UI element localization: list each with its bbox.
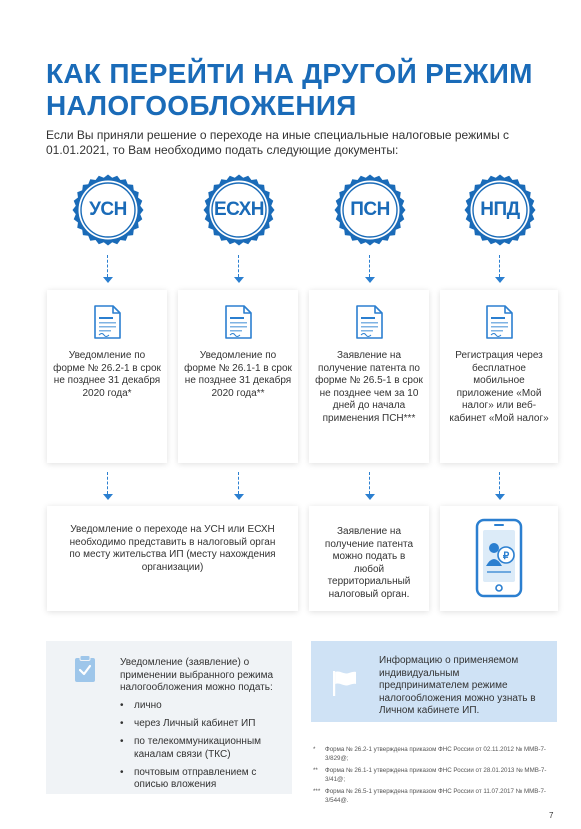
arrow-down-icon — [103, 255, 113, 283]
regime-info-box — [311, 641, 557, 722]
document-icon — [483, 304, 515, 340]
footnote — [313, 766, 559, 784]
arrow-down-icon — [365, 472, 375, 500]
card-psn — [309, 290, 429, 463]
footnote-text: Форма № 26.5-1 утверждена приказом ФНС России от 11.07.2017 № ММВ-7-3/544@. — [325, 788, 546, 804]
card-npd-text: Регистрация через бесплатное мобильное приложение «Мой налог» или веб-кабинет «Мой налог» — [449, 350, 549, 424]
arrow-down-icon — [103, 472, 113, 500]
card-usn — [47, 290, 167, 463]
intro-text: Если Вы приняли решение о переходе на иные специальные налоговые режимы с 01.01.2021, то Вам необходимо подать следующие документы: — [46, 128, 510, 157]
card-npd — [440, 290, 558, 463]
badge-usn-label: УСН — [89, 199, 127, 220]
footnote-text: Форма № 26.1-1 утверждена приказом ФНС России от 28.01.2013 № ММВ-7-3/41@; — [325, 767, 547, 783]
badge-eskhn — [203, 174, 275, 246]
footnote — [313, 745, 559, 763]
arrow-down-icon — [234, 472, 244, 500]
list-item: • лично — [120, 700, 290, 713]
phone-ruble-icon — [475, 518, 523, 598]
badge-eskhn-label: ЕСХН — [213, 199, 265, 220]
footnote-mark: * — [313, 746, 316, 753]
badge-npd-label: НПД — [480, 199, 520, 220]
badge-psn-label: ПСН — [350, 199, 390, 220]
list-item: • через Личный кабинет ИП — [120, 718, 290, 731]
submission-methods-lead: Уведомление (заявление) о применении выбранного режима налогообложения можно подать: — [120, 657, 274, 693]
card-eskhn-text: Уведомление по форме № 26.1-1 в срок не позднее 31 декабря 2020 года** — [184, 350, 292, 399]
badge-npd — [464, 174, 536, 246]
arrow-down-icon — [495, 255, 505, 283]
page-title: КАК ПЕРЕЙТИ НА ДРУГОЙ РЕЖИМ НАЛОГООБЛОЖЕНИЯ — [46, 58, 533, 121]
checklist-icon — [74, 655, 96, 683]
regime-info-text: Информацию о применяемом индивидуальным предпринимателем режиме налогообложения можно узнать в Личном кабинете ИП. — [379, 655, 536, 716]
footnotes — [313, 745, 559, 808]
document-icon — [353, 304, 385, 340]
flag-icon — [329, 668, 359, 698]
list-item: • почтовым отправлением с описью вложения — [120, 767, 290, 792]
svg-text:₽: ₽ — [502, 551, 510, 562]
card-usn-text: Уведомление по форме № 26.2-1 в срок не позднее 31 декабря 2020 года* — [53, 350, 161, 399]
document-icon — [91, 304, 123, 340]
card-usn-eskhn-submit — [47, 506, 298, 611]
card-psn-text: Заявление на получение патента по форме № 26.5-1 в срок не позднее чем за 10 дней до начала применения ПСН*** — [315, 350, 423, 424]
badge-usn — [72, 174, 144, 246]
card-usn-eskhn-submit-text: Уведомление о переходе на УСН или ЕСХН необходимо представить в налоговый орган по месту жительства ИП (месту нахождения организации) — [69, 524, 276, 573]
document-icon — [222, 304, 254, 340]
card-npd-app — [440, 506, 558, 611]
arrow-down-icon — [495, 472, 505, 500]
page-number: 7 — [549, 811, 554, 820]
submission-methods-list — [120, 700, 290, 797]
footnote-text: Форма № 26.2-1 утверждена приказом ФНС России от 02.11.2012 № ММВ-7-3/829@; — [325, 746, 546, 762]
card-psn-submit-text: Заявление на получение патента можно подать в любой территориальный налоговый орган. — [324, 526, 414, 600]
card-psn-submit — [309, 506, 429, 611]
arrow-down-icon — [365, 255, 375, 283]
list-item: • по телекоммуникационным каналам связи (ТКС) — [120, 736, 290, 761]
footnote-mark: ** — [313, 767, 318, 774]
submission-methods-box — [46, 641, 292, 794]
footnote-mark: *** — [313, 788, 321, 795]
footnote — [313, 787, 559, 805]
badge-psn — [334, 174, 406, 246]
card-eskhn — [178, 290, 298, 463]
arrow-down-icon — [234, 255, 244, 283]
